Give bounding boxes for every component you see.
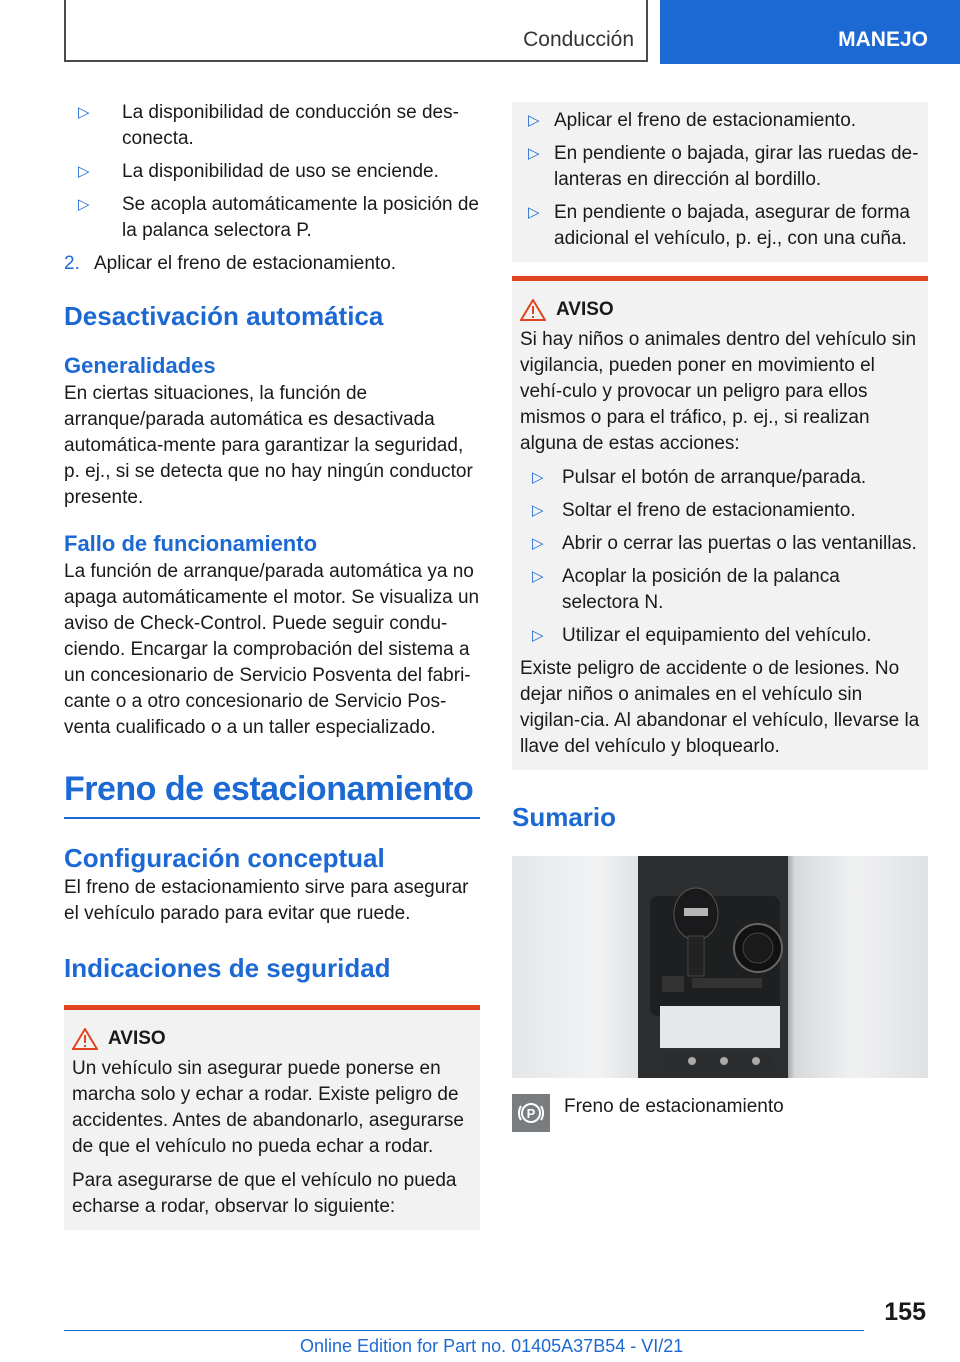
heading-general: Generalidades [64,353,216,378]
heading-overview: Sumario [512,802,617,832]
list-item: ▷ Pulsar el botón de arranque/parada. [520,465,920,491]
list-item: ▷ Soltar el freno de estacionamiento. [520,498,920,524]
list-item: ▷ Utilizar el equipamiento del vehículo. [520,623,920,649]
triangle-bullet-icon: ▷ [78,163,90,180]
triangle-bullet-icon: ▷ [528,204,540,221]
warning-text: Si hay niños o animales dentro del vehículo sin vigilancia, pueden poner en movimiento el vehí-culo y provocar un peligro para ellos mismos o para el tráfico, p. ej., si realizan alguna de estas acciones: [520,329,917,454]
triangle-bullet-icon: ▷ [532,502,544,519]
paragraph-malfunction: La función de arranque/parada automática ya no apaga automáticamente el motor. Se visualiza un aviso de Check-Control. Puede seguir condu-ciendo. Encargar la comprobación del sistema a un concesionario de Servicio Posventa del fabri-cante o a otro concesionario de Servicio Pos-venta cualificado o a un taller especializado. [64,561,480,738]
warning-title: AVISO [520,299,920,321]
triangle-bullet-icon: ▷ [528,145,540,162]
footer-rule [64,1330,864,1331]
warning-triangle-icon [72,1028,98,1050]
heading-concept: Configuración conceptual [64,843,385,873]
svg-text:P: P [526,1106,536,1121]
parking-brake-icon [512,1094,550,1132]
warning-text: Existe peligro de accidente o de lesiones. No dejar niños o animales en el vehículo sin vigilan-cia. Al abandonar el vehículo, llevarse la llave del vehículo y bloquearlo. [520,658,920,757]
list-item: ▷ Abrir o cerrar las puertas o las ventanillas. [520,531,920,557]
triangle-bullet-icon: ▷ [532,568,544,585]
triangle-bullet-icon: ▷ [78,104,90,121]
list-item: ▷ En pendiente o bajada, asegurar de forma adicional el vehículo, p. ej., con una cuña. [528,202,910,249]
legend-label: Freno de estacionamiento [564,1096,784,1117]
left-column [64,100,480,1230]
list-item: ▷ La disponibilidad de uso se enciende. [64,159,480,185]
list-item: ▷ En pendiente o bajada, girar las ruedas de-lanteras en dirección al bordillo. [528,143,919,190]
header-chapter-title: MANEJO [838,28,928,51]
paragraph-general: En ciertas situaciones, la función de arranque/parada automática es desactivada automática-mente para garantizar la seguridad, p. ej., si se detecta que no hay ningún conductor presente. [64,383,473,508]
warning-title: AVISO [72,1028,472,1050]
right-column [512,102,928,1132]
page-number: 155 [884,1298,926,1326]
triangle-bullet-icon: ▷ [528,112,540,129]
step-text: Aplicar el freno de estacionamiento. [94,253,397,274]
triangle-bullet-icon: ▷ [532,469,544,486]
section-title-parking-brake: Freno de estacionamiento [64,770,474,808]
heading-safety: Indicaciones de seguridad [64,953,391,983]
warning-box [64,1005,480,1230]
triangle-bullet-icon: ▷ [78,196,90,213]
list-item: ▷ La disponibilidad de conducción se des-conecta. [78,102,459,149]
warning-list [520,465,920,649]
warning-text: Para asegurarse de que el vehículo no pueda echarse a rodar, observar lo siguiente: [72,1170,457,1217]
continued-list-box [512,102,928,262]
paragraph-concept: El freno de estacionamiento sirve para asegurar el vehículo parado para evitar que ruede. [64,877,469,924]
triangle-bullet-icon: ▷ [532,535,544,552]
numbered-step [64,251,480,277]
heading-malfunction: Fallo de funcionamiento [64,531,318,556]
warning-triangle-icon [520,299,546,321]
footer-edition: Online Edition for Part no. 01405A37B54 - VI/21 [300,1336,684,1356]
list-item: ▷ Aplicar el freno de estacionamiento. [520,108,920,134]
figure-legend [512,1094,928,1132]
center-console-illustration [512,856,928,1078]
list-item: ▷ Acoplar la posición de la palanca selectora N. [532,566,840,613]
header-section-frame [64,0,648,62]
header-section-title: Conducción [523,28,634,51]
header-chapter-tab [660,0,960,64]
heading-auto-deactivation: Desactivación automática [64,301,384,331]
list-item: ▷ Se acopla automáticamente la posición de la palanca selectora P. [78,194,480,241]
section-title-block [64,767,480,819]
warning-text: Un vehículo sin asegurar puede ponerse en marcha solo y echar a rodar. Existe peligro de accidentes. Antes de abandonarlo, asegurarse de que el vehículo no pueda echar a rodar. [72,1058,464,1157]
step-number: 2. [64,253,80,274]
center-console-photo [512,856,928,1078]
warning-box [512,276,928,770]
triangle-bullet-icon: ▷ [532,627,544,644]
